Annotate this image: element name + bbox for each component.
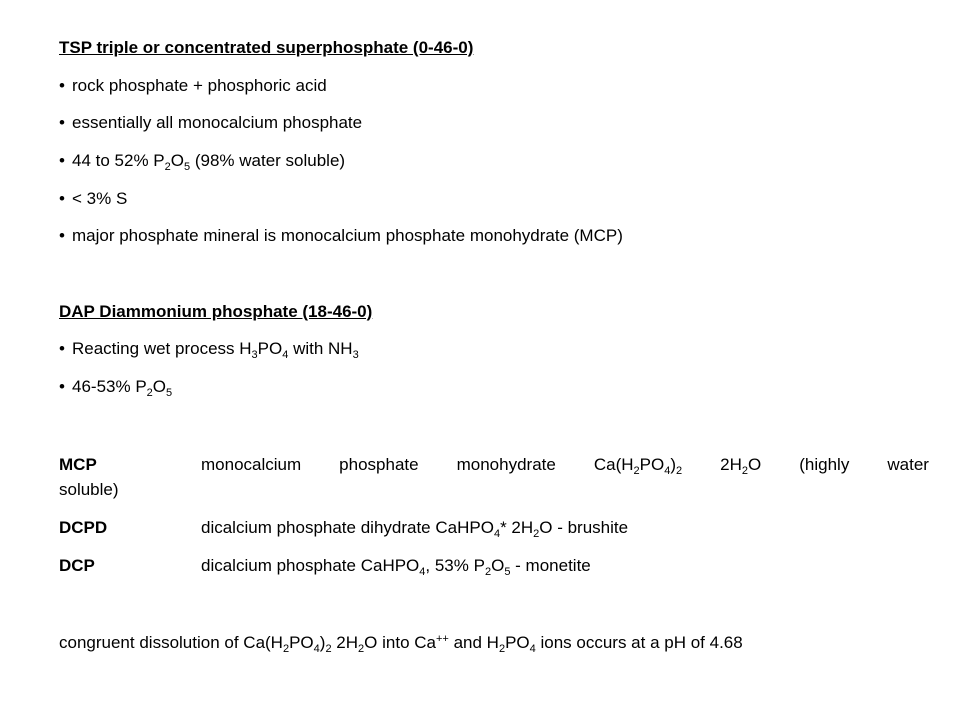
bullet-icon: • [59, 226, 65, 245]
term-dcpd-definition: dicalcium phosphate dihydrate CaHPO$_4$* $2H_2O$ - brushite [201, 518, 629, 540]
tsp-heading: TSP triple or concentrated superphosphate (0-46-0) [59, 38, 474, 57]
term-mcp-wrap: soluble) [59, 480, 119, 499]
bullet-icon: • [59, 113, 65, 132]
term-mcp-definition: monocalcium phosphate monohydrate $Ca(H_2PO_4)_2$ $2H_2O$ (highly water [201, 455, 929, 477]
term-dcp: DCP [59, 556, 95, 575]
dap-bullet-1: • Reacting wet process $H_3PO_4$ with $NH_3$ [59, 339, 359, 361]
dissolution-statement: congruent dissolution of $Ca(H_2PO_4)_2$ $2H_2O$ into Ca++ and $H_2PO_4$ ions occurs at a pH of 4.68 [59, 633, 743, 655]
tsp-bullet-5: • major phosphate mineral is monocalcium phosphate monohydrate (MCP) [59, 226, 623, 245]
dap-bullet-2: • 46-53% $P_2O_5$ [59, 377, 173, 399]
term-dcp-definition: dicalcium phosphate CaHPO$_4$, 53% $P_2O_5$ - monetite [201, 556, 591, 578]
term-row-dcpd [59, 518, 929, 538]
bullet-icon: • [59, 189, 65, 208]
tsp-bullet-1: • rock phosphate + phosphoric acid [59, 76, 327, 95]
bullet-icon: • [59, 76, 65, 95]
tsp-bullet-4: • < 3% S [59, 189, 128, 208]
bullet-icon: • [59, 339, 65, 358]
tsp-bullet-3: • 44 to 52% $P_2O_5$ (98% water soluble) [59, 151, 346, 173]
term-mcp: MCP [59, 455, 97, 474]
bullet-icon: • [59, 151, 65, 170]
term-dcpd: DCPD [59, 518, 108, 537]
term-row-mcp [59, 455, 929, 475]
bullet-icon: • [59, 377, 65, 396]
term-row-dcp [59, 556, 929, 576]
tsp-bullet-2: • essentially all monocalcium phosphate [59, 113, 363, 132]
dap-heading: DAP Diammonium phosphate (18-46-0) [59, 302, 373, 321]
